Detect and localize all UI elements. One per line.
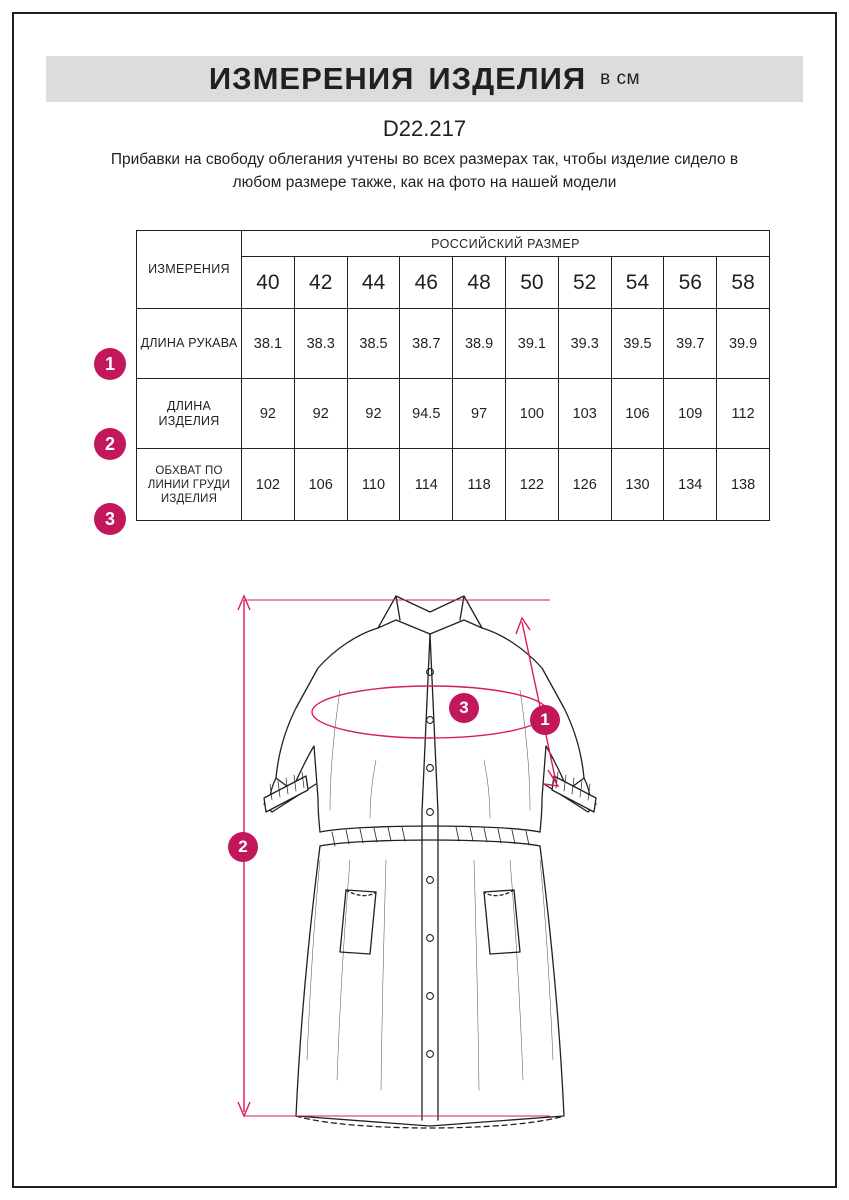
- size-col-44: 44: [347, 257, 400, 309]
- cell-chest-44: 110: [347, 449, 400, 521]
- cell-sleeve-42: 38.3: [294, 309, 347, 379]
- cell-chest-48: 118: [453, 449, 506, 521]
- cell-length-44: 92: [347, 379, 400, 449]
- document-note: Прибавки на свободу облегания учтены во всех размерах так, чтобы изделие сидело в любом размере также, как на фото на нашей модели: [110, 151, 739, 191]
- size-col-40: 40: [242, 257, 295, 309]
- cell-sleeve-44: 38.5: [347, 309, 400, 379]
- cell-sleeve-58: 39.9: [717, 309, 770, 379]
- cell-length-56: 109: [664, 379, 717, 449]
- figure-badge-product-length: 2: [228, 832, 258, 862]
- table-row: [137, 449, 770, 521]
- row-badge-2: 2: [94, 428, 126, 460]
- cell-length-50: 100: [505, 379, 558, 449]
- figure-badge-sleeve-length: 1: [530, 705, 560, 735]
- size-col-56: 56: [664, 257, 717, 309]
- cell-chest-58: 138: [717, 449, 770, 521]
- cell-chest-42: 106: [294, 449, 347, 521]
- size-table-container: [136, 230, 769, 521]
- table-header-group-row: [137, 231, 770, 257]
- cell-length-48: 97: [453, 379, 506, 449]
- document-code: D22.217: [382, 116, 467, 141]
- row-label-product-length: ДЛИНА ИЗДЕЛИЯ: [137, 379, 242, 449]
- cell-sleeve-46: 38.7: [400, 309, 453, 379]
- size-col-46: 46: [400, 257, 453, 309]
- cell-sleeve-52: 39.3: [558, 309, 611, 379]
- table-header-russian-size: РОССИЙСКИЙ РАЗМЕР: [242, 231, 770, 257]
- cell-chest-52: 126: [558, 449, 611, 521]
- cell-sleeve-50: 39.1: [505, 309, 558, 379]
- size-col-52: 52: [558, 257, 611, 309]
- row-badge-3: 3: [94, 503, 126, 535]
- size-col-58: 58: [717, 257, 770, 309]
- row-label-chest-girth: ОБХВАТ ПО ЛИНИИ ГРУДИ ИЗДЕЛИЯ: [137, 449, 242, 521]
- size-col-50: 50: [505, 257, 558, 309]
- title-unit: в см: [600, 68, 641, 89]
- cell-sleeve-54: 39.5: [611, 309, 664, 379]
- cell-chest-54: 130: [611, 449, 664, 521]
- cell-sleeve-40: 38.1: [242, 309, 295, 379]
- garment-technical-drawing: [200, 560, 660, 1150]
- title-word-1: ИЗМЕРЕНИЯ: [208, 61, 415, 96]
- size-col-42: 42: [294, 257, 347, 309]
- size-col-48: 48: [453, 257, 506, 309]
- cell-sleeve-56: 39.7: [664, 309, 717, 379]
- table-row: [137, 379, 770, 449]
- page-title: [46, 56, 803, 102]
- cell-chest-46: 114: [400, 449, 453, 521]
- cell-length-42: 92: [294, 379, 347, 449]
- cell-length-46: 94.5: [400, 379, 453, 449]
- row-badge-1: 1: [94, 348, 126, 380]
- cell-sleeve-48: 38.9: [453, 309, 506, 379]
- cell-length-58: 112: [717, 379, 770, 449]
- cell-chest-56: 134: [664, 449, 717, 521]
- cell-length-54: 106: [611, 379, 664, 449]
- title-word-2: ИЗДЕЛИЯ: [428, 61, 587, 96]
- size-table: [136, 230, 770, 521]
- cell-length-52: 103: [558, 379, 611, 449]
- cell-chest-40: 102: [242, 449, 295, 521]
- table-row: [137, 309, 770, 379]
- cell-chest-50: 122: [505, 449, 558, 521]
- row-label-sleeve-length: ДЛИНА РУКАВА: [137, 309, 242, 379]
- table-header-measurements: ИЗМЕРЕНИЯ: [137, 231, 242, 309]
- size-col-54: 54: [611, 257, 664, 309]
- cell-length-40: 92: [242, 379, 295, 449]
- figure-badge-chest-girth: 3: [449, 693, 479, 723]
